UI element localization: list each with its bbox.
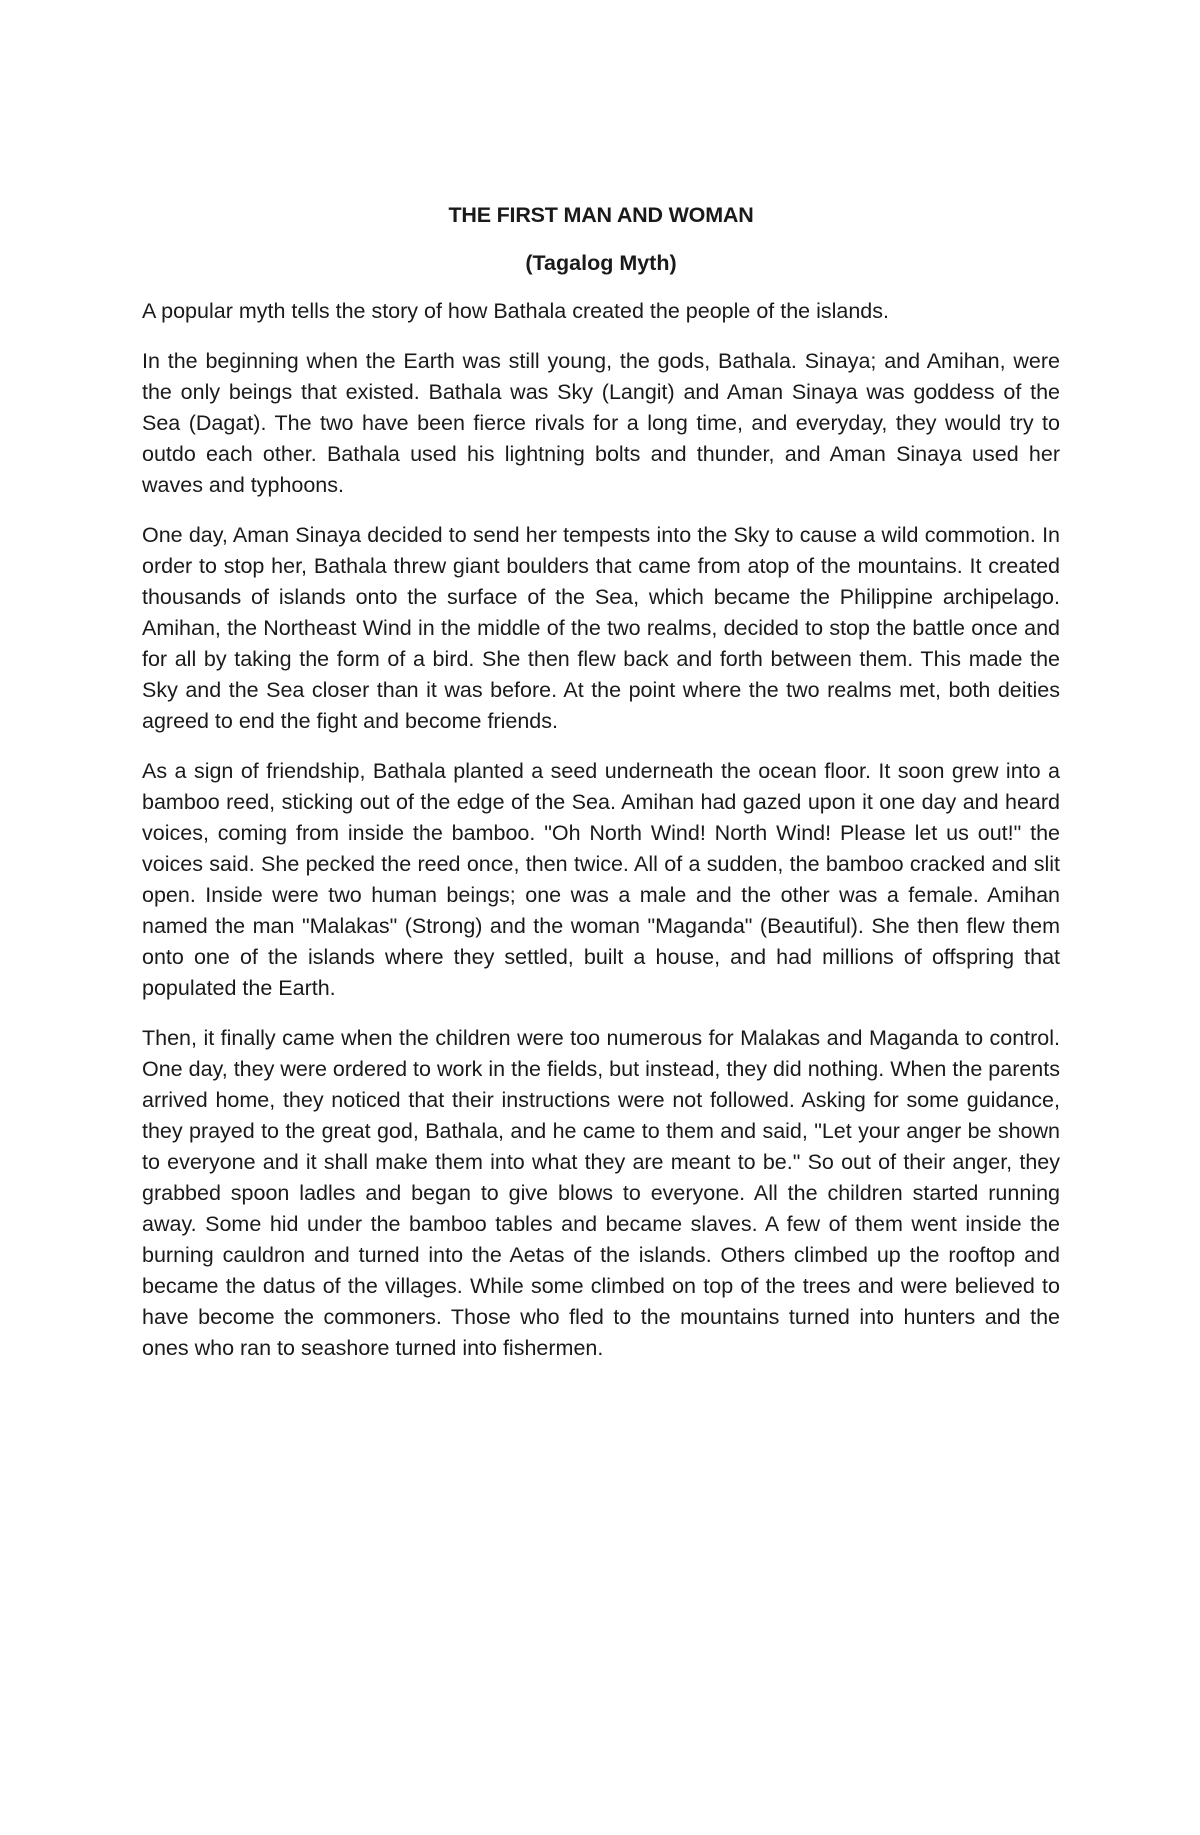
paragraph-intro: A popular myth tells the story of how Bathala created the people of the islands. — [142, 299, 889, 323]
paragraph-battle: One day, Aman Sinaya decided to send her tempests into the Sky to cause a wild commotion. In order to stop her, Bathala threw giant boulders that came from atop of the mountains. It created thousands of islands onto the surface of the Sea, which became the Philippine archipelago. Amihan, the Northeast Wind in the middle of the two realms, decided to stop the battle once and for all by taking the form of a bird. She then flew back and forth between them. This made the Sky and the Sea closer than it was before. At the point where the two realms met, both deities agreed to end the fight and become friends. — [142, 523, 1060, 733]
paragraph-children: Then, it finally came when the children were too numerous for Malakas and Maganda to control. One day, they were ordered to work in the fields, but instead, they did nothing. When the parents arrived home, they noticed that their instructions were not followed. Asking for some guidance, they prayed to the great god, Bathala, and he came to them and said, "Let your anger be shown to everyone and it shall make them into what they are meant to be." So out of their anger, they grabbed spoon ladles and began to give blows to everyone. All the children started running away. Some hid under the bamboo tables and became slaves. A few of them went inside the burning cauldron and turned into the Aetas of the islands. Others climbed up the rooftop and became the datus of the villages. While some climbed on top of the trees and were believed to have become the commoners. Those who fled to the mountains turned into hunters and the ones who ran to seashore turned into fishermen. — [142, 1026, 1060, 1360]
paragraph-bamboo: As a sign of friendship, Bathala planted a seed underneath the ocean floor. It soon grew into a bamboo reed, sticking out of the edge of the Sea. Amihan had gazed upon it one day and heard voices, coming from inside the bamboo. "Oh North Wind! North Wind! Please let us out!" the voices said. She pecked the reed once, then twice. All of a sudden, the bamboo cracked and slit open. Inside were two human beings; one was a male and the other was a female. Amihan named the man "Malakas" (Strong) and the woman "Maganda" (Beautiful). She then flew them onto one of the islands where they settled, built a house, and had millions of offspring that populated the Earth. — [142, 759, 1060, 1000]
document-subtitle: (Tagalog Myth) — [525, 251, 677, 275]
paragraph-beginning: In the beginning when the Earth was still young, the gods, Bathala. Sinaya; and Amihan, were the only beings that existed. Bathala was Sky (Langit) and Aman Sinaya was goddess of the Sea (Dagat). The two have been fierce rivals for a long time, and everyday, they would try to outdo each other. Bathala used his lightning bolts and thunder, and Aman Sinaya used her waves and typhoons. — [142, 349, 1060, 497]
document-title: THE FIRST MAN AND WOMAN — [448, 203, 754, 227]
document-page — [142, 200, 1060, 1383]
